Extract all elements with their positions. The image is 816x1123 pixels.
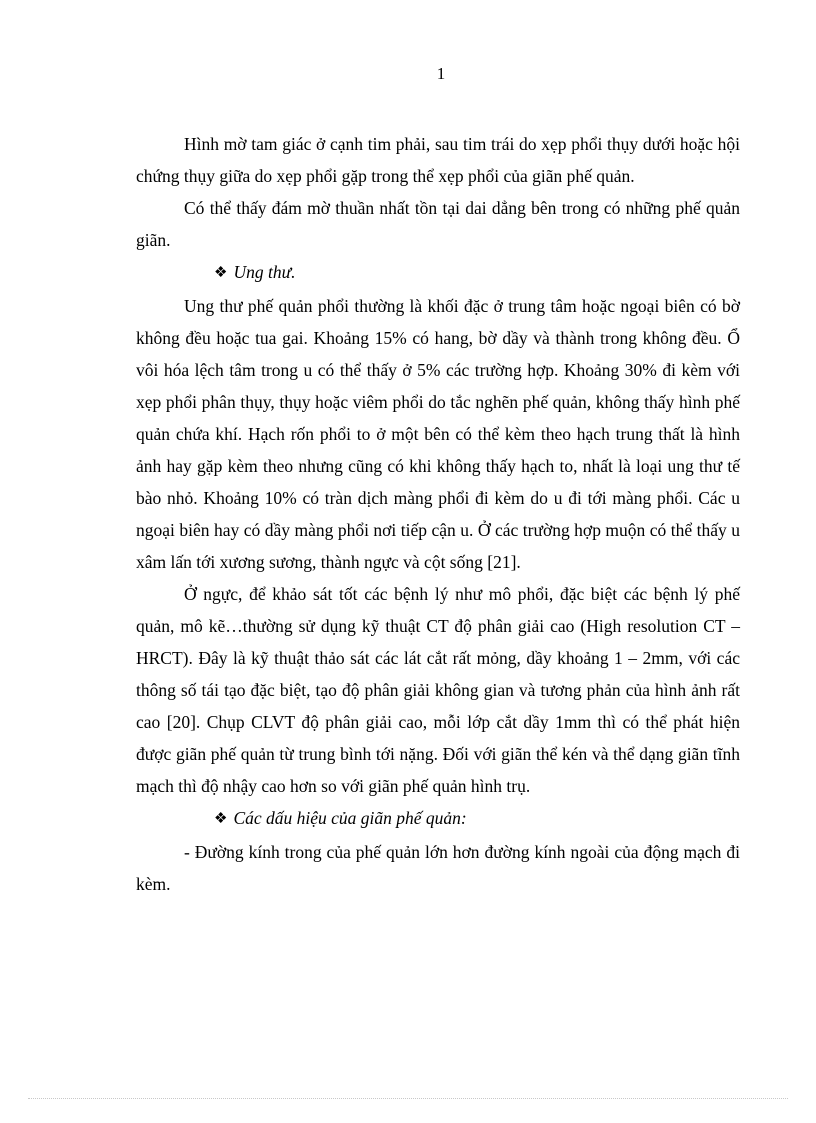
diamond-bullet-icon: ❖	[214, 265, 228, 281]
section-heading-signs-label: Các dấu hiệu của giãn phế quản:	[233, 808, 467, 828]
paragraph-triangular-opacity: Hình mờ tam giác ở cạnh tim phải, sau tim trái do xẹp phổi thụy dưới hoặc hội chứng thụy giữa do xẹp phổi gặp trong thể xẹp phổi của giãn phế quản.	[136, 134, 740, 186]
section-heading-signs	[136, 802, 740, 836]
paragraph-bronchus-diameter: - Đường kính trong của phế quản lớn hơn đường kính ngoài của động mạch đi kèm.	[136, 842, 740, 894]
diamond-bullet-icon: ❖	[214, 811, 228, 827]
section-heading-cancer	[136, 256, 740, 290]
paragraph-lung-cancer: Ung thư phế quản phổi thường là khối đặc ở trung tâm hoặc ngoại biên có bờ không đều hoặc tua gai. Khoảng 15% có hang, bờ dầy và thành trong không đều. Ổ vôi hóa lệch tâm trong u có thể thấy ở 5% các trường hợp. Khoảng 30% đi kèm với xẹp phổi phân thụy, thụy hoặc viêm phổi do tắc nghẽn phế quản, không thấy hình phế quản chứa khí. Hạch rốn phổi to ở một bên có thể kèm theo hạch trung thất là hình ảnh hay gặp kèm theo nhưng cũng có khi không thấy hạch to, nhất là loại ung thư tế bào nhỏ. Khoảng 10% có tràn dịch màng phổi đi kèm do u đi tới màng phổi. Các u ngoại biên hay có dầy màng phổi nơi tiếp cận u. Ở các trường hợp muộn có thể thấy u xâm lấn tới xương sương, thành ngực và cột sống [21].	[136, 296, 740, 572]
paragraph-homogeneous-opacity: Có thể thấy đám mờ thuần nhất tồn tại dai dẳng bên trong có những phế quản giãn.	[136, 198, 740, 250]
page-number: 1	[436, 64, 446, 83]
paragraph-hrct: Ở ngực, để khảo sát tốt các bệnh lý như mô phổi, đặc biệt các bệnh lý phế quản, mô kẽ…thường sử dụng kỹ thuật CT độ phân giải cao (High resolution CT – HRCT). Đây là kỹ thuật thảo sát các lát cắt rất mỏng, dầy khoảng 1 – 2mm, với các thông số tái tạo đặc biệt, tạo độ phân giải không gian và tương phản của hình ảnh rất cao [20]. Chụp CLVT độ phân giải cao, mỗi lớp cắt dầy 1mm thì có thể phát hiện được giãn phế quản từ trung bình tới nặng. Đối với giãn thể kén và thể dạng giãn tĩnh mạch thì độ nhậy cao hơn so với giãn phế quản hình trụ.	[136, 584, 740, 796]
page-bottom-divider	[28, 1098, 788, 1099]
section-heading-cancer-label: Ung thư.	[233, 262, 296, 282]
document-body	[136, 128, 740, 900]
